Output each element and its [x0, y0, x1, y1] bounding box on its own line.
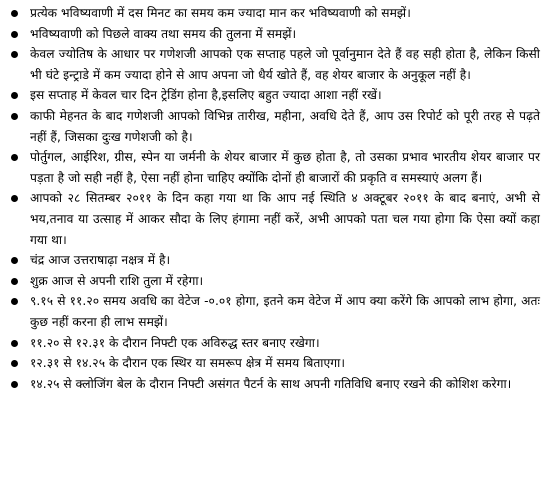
list-item	[8, 188, 540, 250]
list-item-text: चंद्र आज उत्तराषाढ़ा नक्षत्र में है।	[30, 253, 171, 268]
list-item-text: काफी मेहनत के बाद गणेशजी आपको विभिन्न तारीख, महीना, अवधि देते हैं, आप उस रिपोर्ट को पूरी तरह से पढ़ते नहीं हैं, जिसका दुःख गणेशजी को है।	[30, 108, 540, 144]
bullet-icon	[11, 298, 18, 305]
list-item	[8, 3, 540, 24]
list-item-text: आपको २८ सितम्बर २०११ के दिन कहा गया था कि आप नई स्थिति ४ अक्टूबर २०११ के बाद बनाएं, अभी से भय,तनाव या उत्साह में आकर सौदा के लिए हंगामा नहीं करें, अभी आपको पता चल गया होगा कि ऐसा क्यों कहा गया था।	[30, 191, 540, 247]
list-item-text: १४.२५ से क्लोजिंग बेल के दौरान निफ्टी असंगत पैटर्न के साथ अपनी गतिविधि बनाए रखने की कोशिश करेगा।	[30, 376, 512, 391]
bullet-icon	[11, 381, 18, 388]
list-item	[8, 333, 540, 354]
bullet-icon	[11, 51, 18, 58]
list-item	[8, 353, 540, 374]
list-item	[8, 44, 540, 85]
list-item-text: ११.२० से १२.३१ के दौरान निफ्टी एक अविरुद्ध स्तर बनाए रखेगा।	[30, 335, 320, 350]
bullet-icon	[11, 92, 18, 99]
bullet-icon	[11, 257, 18, 264]
list-item	[8, 106, 540, 147]
list-item-text: इस सप्ताह में केवल चार दिन ट्रेडिंग होना है,इसलिए बहुत ज्यादा आशा नहीं रखें।	[30, 88, 382, 103]
bullet-icon	[11, 10, 18, 17]
bullet-icon	[11, 340, 18, 347]
list-item-text: पोर्तुगल, आईरिश, ग्रीस, स्पेन या जर्मनी के शेयर बाजार में कुछ होता है, तो उसका प्रभाव भारतीय शेयर बाजार पर पड़ता है जो सही नहीं है, ऐसा नहीं होना चाहिए क्योंकि दोनों ही बाजारों की प्रकृति व समस्याएं अलग हैं।	[30, 150, 540, 185]
list-item	[8, 291, 540, 332]
bullet-icon	[11, 113, 18, 120]
list-item	[8, 147, 540, 188]
bullet-icon	[11, 195, 18, 202]
bullet-list	[8, 3, 540, 394]
list-item-text: १२.३१ से १४.२५ के दौरान एक स्थिर या समरूप क्षेत्र में समय बिताएगा।	[30, 356, 346, 371]
list-item	[8, 374, 540, 395]
bullet-icon	[11, 31, 18, 38]
bullet-icon	[11, 278, 18, 285]
list-item	[8, 250, 540, 271]
list-item-text: ९.१५ से ११.२० समय अवधि का वेटेज -०.०१ होगा, इतने कम वेटेज में आप क्या करेंगे कि आपको लाभ होगा, अतः कुछ नहीं करना ही लाभ समझें।	[30, 294, 540, 329]
list-item-text: केवल ज्योतिष के आधार पर गणेशजी आपको एक सप्ताह पहले जो पूर्वानुमान देते हैं वह सही होता है, लेकिन किसी भी घंटे इन्ट्राडे में कम ज्यादा होने से आप अपना जो धैर्य खोते हैं, वह शेयर बाजार के अनुकूल नहीं है।	[30, 47, 540, 82]
list-item	[8, 85, 540, 106]
list-item-text: शुक्र आज से अपनी राशि तुला में रहेगा।	[30, 273, 204, 288]
list-item-text: प्रत्येक भविष्यवाणी में दस मिनट का समय कम ज्यादा मान कर भविष्यवाणी को समझें।	[30, 6, 411, 20]
list-item-text: भविष्यवाणी को पिछले वाक्य तथा समय की तुलना में समझें।	[30, 26, 297, 41]
list-item	[8, 24, 540, 45]
bullet-icon	[11, 360, 18, 367]
bullet-icon	[11, 154, 18, 161]
list-item	[8, 271, 540, 292]
